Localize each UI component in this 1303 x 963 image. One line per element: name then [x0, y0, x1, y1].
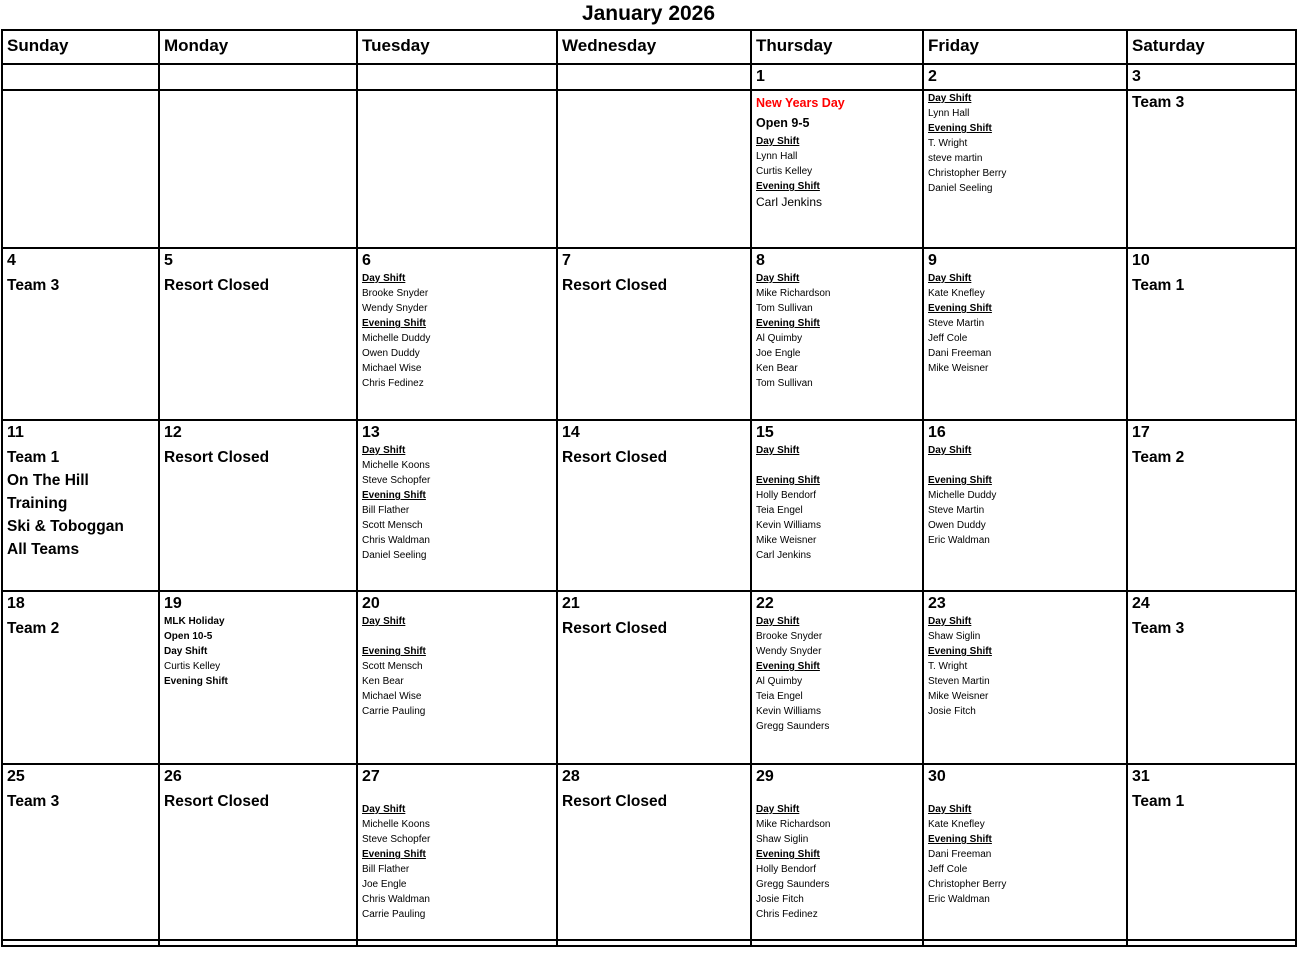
- week-row: [2, 591, 1296, 764]
- day-cell-20[interactable]: [357, 591, 557, 764]
- day-number-cell-2[interactable]: [923, 64, 1127, 90]
- cell-line: Kevin Williams: [756, 706, 822, 717]
- cell-line: Evening Shift: [928, 646, 992, 657]
- week-row: [2, 420, 1296, 591]
- partial-cell: [557, 940, 751, 946]
- weekday-header-thursday: Thursday: [751, 30, 923, 64]
- cell-line: Evening Shift: [756, 475, 820, 486]
- date-number: 22: [756, 595, 774, 612]
- day-cell-19[interactable]: [159, 591, 357, 764]
- date-number: 23: [928, 595, 946, 612]
- cell-line: Open 9-5: [756, 116, 810, 130]
- cell-line: Eric Waldman: [928, 535, 990, 546]
- cell-line: Day Shift: [928, 445, 972, 456]
- cell-line: Mike Weisner: [928, 691, 989, 702]
- day-number-cell-3[interactable]: [1127, 64, 1296, 90]
- week-row: [2, 248, 1296, 420]
- cell-line: Chris Fedinez: [362, 378, 424, 389]
- cell-line: Lynn Hall: [928, 108, 970, 119]
- empty-cell[interactable]: [357, 64, 557, 90]
- cell-line: Evening Shift: [928, 475, 992, 486]
- date-number: 7: [562, 252, 571, 269]
- cell-line: Day Shift: [362, 445, 406, 456]
- cell-line: Ken Bear: [362, 676, 404, 687]
- cell-line: Michelle Koons: [362, 460, 430, 471]
- cell-line: Kevin Williams: [756, 520, 822, 531]
- date-number: 28: [562, 768, 580, 785]
- cell-line: Michelle Koons: [362, 819, 430, 830]
- cell-line: Holly Bendorf: [756, 490, 817, 501]
- day-cell-30[interactable]: [923, 764, 1127, 940]
- date-number: 2: [928, 68, 937, 85]
- cell-line: Curtis Kelley: [756, 166, 813, 177]
- day-cell-1[interactable]: [751, 90, 923, 248]
- day-cell-22[interactable]: [751, 591, 923, 764]
- cell-line: Kate Knefley: [928, 288, 985, 299]
- cell-line: Al Quimby: [756, 333, 803, 344]
- cell-line: Steve Schopfer: [362, 475, 431, 486]
- partial-cell: [1127, 940, 1296, 946]
- cell-line: Al Quimby: [756, 676, 803, 687]
- cell-line: steve martin: [928, 153, 983, 164]
- cell-line: Evening Shift: [928, 303, 992, 314]
- cell-line: Mike Weisner: [756, 535, 817, 546]
- date-number: 10: [1132, 252, 1150, 269]
- cell-line: Evening Shift: [164, 676, 228, 687]
- cell-line: Day Shift: [362, 616, 406, 627]
- cell-line: Bill Flather: [362, 864, 410, 875]
- cell-line: Brooke Snyder: [756, 631, 823, 642]
- cell-line: MLK Holiday: [164, 616, 225, 627]
- date-number: 27: [362, 768, 380, 785]
- cell-line: Brooke Snyder: [362, 288, 429, 299]
- date-number: 11: [7, 424, 24, 441]
- cell-line: Evening Shift: [928, 123, 992, 134]
- weekday-header-saturday: Saturday: [1127, 30, 1296, 64]
- day-cell-17[interactable]: [1127, 420, 1296, 591]
- day-cell-3[interactable]: [1127, 90, 1296, 248]
- day-number-cell-1[interactable]: [751, 64, 923, 90]
- date-number: 13: [362, 424, 380, 441]
- cell-line: Steven Martin: [928, 676, 990, 687]
- cell-line: Curtis Kelley: [164, 661, 221, 672]
- partial-cell: [159, 940, 357, 946]
- date-number: 19: [164, 595, 182, 612]
- date-number: 18: [7, 595, 25, 612]
- cell-line: Evening Shift: [928, 834, 992, 845]
- cell-line: Tom Sullivan: [756, 378, 813, 389]
- empty-cell[interactable]: [2, 64, 159, 90]
- cell-line: Carl Jenkins: [756, 195, 823, 209]
- cell-line: Team 3: [7, 793, 60, 810]
- cell-line: Evening Shift: [756, 318, 820, 329]
- cell-line: Ski & Toboggan: [7, 518, 124, 535]
- cell-line: Michael Wise: [362, 691, 422, 702]
- cell-line: Joe Engle: [362, 879, 407, 890]
- cell-line: Day Shift: [756, 804, 800, 815]
- cell-line: Day Shift: [362, 804, 406, 815]
- date-number: 14: [562, 424, 580, 441]
- cell-line: Joe Engle: [756, 348, 801, 359]
- cell-line: Steve Schopfer: [362, 834, 431, 845]
- day-cell-8[interactable]: [751, 248, 923, 420]
- cell-line: Owen Duddy: [362, 348, 420, 359]
- cell-line: Chris Fedinez: [756, 909, 818, 920]
- cell-line: Resort Closed: [164, 277, 270, 294]
- cell-line: T. Wright: [928, 138, 968, 149]
- blank-line: [928, 787, 1124, 802]
- cell-line: Josie Fitch: [756, 894, 804, 905]
- day-cell-14[interactable]: [557, 420, 751, 591]
- partial-cell: [751, 940, 923, 946]
- cell-line: Bill Flather: [362, 505, 410, 516]
- partial-row: [2, 940, 1296, 946]
- date-number: 25: [7, 768, 25, 785]
- date-number: 6: [362, 252, 371, 269]
- day-cell-16[interactable]: [923, 420, 1127, 591]
- blank-line: [928, 458, 1124, 473]
- cell-line: Michael Wise: [362, 363, 422, 374]
- day-cell-25[interactable]: [2, 764, 159, 940]
- date-number: 31: [1132, 768, 1150, 785]
- date-number: 16: [928, 424, 946, 441]
- cell-line: Owen Duddy: [928, 520, 986, 531]
- cell-line: Daniel Seeling: [928, 183, 993, 194]
- cell-line: Mike Weisner: [928, 363, 989, 374]
- blank-line: [362, 629, 554, 644]
- date-number: 30: [928, 768, 946, 785]
- cell-line: Day Shift: [928, 804, 972, 815]
- partial-cell: [357, 940, 557, 946]
- cell-line: Day Shift: [756, 616, 800, 627]
- cell-line: Josie Fitch: [928, 706, 976, 717]
- cell-line: Chris Waldman: [362, 535, 430, 546]
- cell-line: T. Wright: [928, 661, 968, 672]
- empty-cell[interactable]: [159, 90, 357, 248]
- cell-line: Evening Shift: [362, 849, 426, 860]
- cell-line: Jeff Cole: [928, 333, 968, 344]
- day-cell-4[interactable]: [2, 248, 159, 420]
- cell-line: Scott Mensch: [362, 520, 423, 531]
- day-cell-10[interactable]: [1127, 248, 1296, 420]
- cell-line: Christopher Berry: [928, 879, 1007, 890]
- cell-line: Evening Shift: [756, 661, 820, 672]
- empty-cell[interactable]: [557, 64, 751, 90]
- date-number: 3: [1132, 68, 1141, 85]
- weekday-header-row: [2, 30, 1296, 64]
- day-cell-12[interactable]: [159, 420, 357, 591]
- cell-line: Scott Mensch: [362, 661, 423, 672]
- date-number: 17: [1132, 424, 1150, 441]
- day-cell-11[interactable]: [2, 420, 159, 591]
- day-cell-5[interactable]: [159, 248, 357, 420]
- cell-line: Team 1: [1132, 277, 1185, 294]
- date-number: 12: [164, 424, 182, 441]
- cell-line: Team 2: [7, 620, 60, 637]
- cell-line: Team 3: [1132, 94, 1185, 111]
- cell-line: Day Shift: [362, 273, 406, 284]
- cell-line: Resort Closed: [562, 277, 668, 294]
- date-number: 21: [562, 595, 580, 612]
- day-cell-18[interactable]: [2, 591, 159, 764]
- cell-line: Day Shift: [164, 646, 208, 657]
- partial-cell: [923, 940, 1127, 946]
- empty-cell[interactable]: [2, 90, 159, 248]
- cell-line: Steve Martin: [928, 505, 985, 516]
- weekday-header-wednesday: Wednesday: [557, 30, 751, 64]
- cell-line: Team 2: [1132, 449, 1185, 466]
- cell-line: Mike Richardson: [756, 288, 831, 299]
- cell-line: Training: [7, 495, 68, 512]
- weekday-header-sunday: Sunday: [2, 30, 159, 64]
- cell-line: Daniel Seeling: [362, 550, 427, 561]
- cell-line: Christopher Berry: [928, 168, 1007, 179]
- calendar-title: January 2026: [581, 2, 716, 25]
- cell-line: Team 3: [7, 277, 60, 294]
- cell-line: Mike Richardson: [756, 819, 831, 830]
- cell-line: Dani Freeman: [928, 348, 992, 359]
- cell-line: Lynn Hall: [756, 151, 798, 162]
- cell-line: Resort Closed: [562, 793, 668, 810]
- cell-line: Carrie Pauling: [362, 706, 426, 717]
- cell-line: Day Shift: [756, 136, 800, 147]
- cell-line: Resort Closed: [562, 449, 668, 466]
- day-cell-9[interactable]: [923, 248, 1127, 420]
- cell-line: Steve Martin: [928, 318, 985, 329]
- cell-line: New Years Day: [756, 96, 845, 110]
- day-cell-26[interactable]: [159, 764, 357, 940]
- date-number: 29: [756, 768, 774, 785]
- week-row: [2, 764, 1296, 940]
- cell-line: Gregg Saunders: [756, 721, 830, 732]
- cell-line: Day Shift: [928, 616, 972, 627]
- cell-line: Teia Engel: [756, 505, 803, 516]
- date-number: 15: [756, 424, 774, 441]
- cell-line: Dani Freeman: [928, 849, 992, 860]
- cell-line: Kate Knefley: [928, 819, 985, 830]
- cell-line: Resort Closed: [562, 620, 668, 637]
- cell-line: Teia Engel: [756, 691, 803, 702]
- weekday-header-tuesday: Tuesday: [357, 30, 557, 64]
- cell-line: Tom Sullivan: [756, 303, 813, 314]
- calendar-table: [1, 29, 1297, 947]
- cell-line: Carl Jenkins: [756, 550, 812, 561]
- empty-cell[interactable]: [159, 64, 357, 90]
- day-cell-6[interactable]: [357, 248, 557, 420]
- cell-line: Gregg Saunders: [756, 879, 830, 890]
- date-number: 1: [756, 68, 765, 85]
- day-cell-23[interactable]: [923, 591, 1127, 764]
- cell-line: Evening Shift: [756, 181, 820, 192]
- weekday-header-friday: Friday: [923, 30, 1127, 64]
- cell-line: Eric Waldman: [928, 894, 990, 905]
- cell-line: Michelle Duddy: [362, 333, 431, 344]
- cell-line: Wendy Snyder: [362, 303, 428, 314]
- cell-line: Michelle Duddy: [928, 490, 997, 501]
- day-cell-24[interactable]: [1127, 591, 1296, 764]
- cell-line: Evening Shift: [362, 318, 426, 329]
- cell-line: Team 1: [1132, 793, 1185, 810]
- date-number: 5: [164, 252, 173, 269]
- day-cell-27[interactable]: [357, 764, 557, 940]
- cell-line: Jeff Cole: [928, 864, 968, 875]
- date-number: 26: [164, 768, 182, 785]
- cell-line: Shaw Siglin: [756, 834, 809, 845]
- cell-line: Evening Shift: [756, 849, 820, 860]
- day-cell-13[interactable]: [357, 420, 557, 591]
- partial-cell: [2, 940, 159, 946]
- cell-line: Team 3: [1132, 620, 1185, 637]
- date-number: 9: [928, 252, 937, 269]
- cell-line: All Teams: [7, 541, 80, 558]
- week-content-row: [2, 90, 1296, 248]
- cell-line: Open 10-5: [164, 631, 213, 642]
- date-number: 24: [1132, 595, 1150, 612]
- cell-line: Evening Shift: [362, 490, 426, 501]
- cell-line: Chris Waldman: [362, 894, 430, 905]
- cell-line: Day Shift: [756, 445, 800, 456]
- date-number: 4: [7, 252, 16, 269]
- cell-line: Ken Bear: [756, 363, 798, 374]
- cell-line: Holly Bendorf: [756, 864, 817, 875]
- day-cell-15[interactable]: [751, 420, 923, 591]
- empty-cell[interactable]: [357, 90, 557, 248]
- cell-line: Resort Closed: [164, 449, 270, 466]
- cell-line: Evening Shift: [362, 646, 426, 657]
- cell-line: Day Shift: [928, 93, 972, 104]
- day-cell-2[interactable]: [923, 90, 1127, 248]
- date-number: 8: [756, 252, 765, 269]
- date-number-row: [2, 64, 1296, 90]
- cell-line: Wendy Snyder: [756, 646, 822, 657]
- blank-line: [756, 787, 920, 802]
- cell-line: Day Shift: [928, 273, 972, 284]
- day-cell-31[interactable]: [1127, 764, 1296, 940]
- date-number: 20: [362, 595, 380, 612]
- cell-line: Shaw Siglin: [928, 631, 981, 642]
- day-cell-29[interactable]: [751, 764, 923, 940]
- cell-line: Resort Closed: [164, 793, 270, 810]
- cell-line: Team 1: [7, 449, 60, 466]
- weekday-header-monday: Monday: [159, 30, 357, 64]
- cell-line: Day Shift: [756, 273, 800, 284]
- cell-line: On The Hill: [7, 472, 89, 489]
- day-cell-21[interactable]: [557, 591, 751, 764]
- empty-cell[interactable]: [557, 90, 751, 248]
- day-cell-7[interactable]: [557, 248, 751, 420]
- blank-line: [756, 458, 920, 473]
- blank-line: [362, 787, 554, 802]
- cell-line: Carrie Pauling: [362, 909, 426, 920]
- day-cell-28[interactable]: [557, 764, 751, 940]
